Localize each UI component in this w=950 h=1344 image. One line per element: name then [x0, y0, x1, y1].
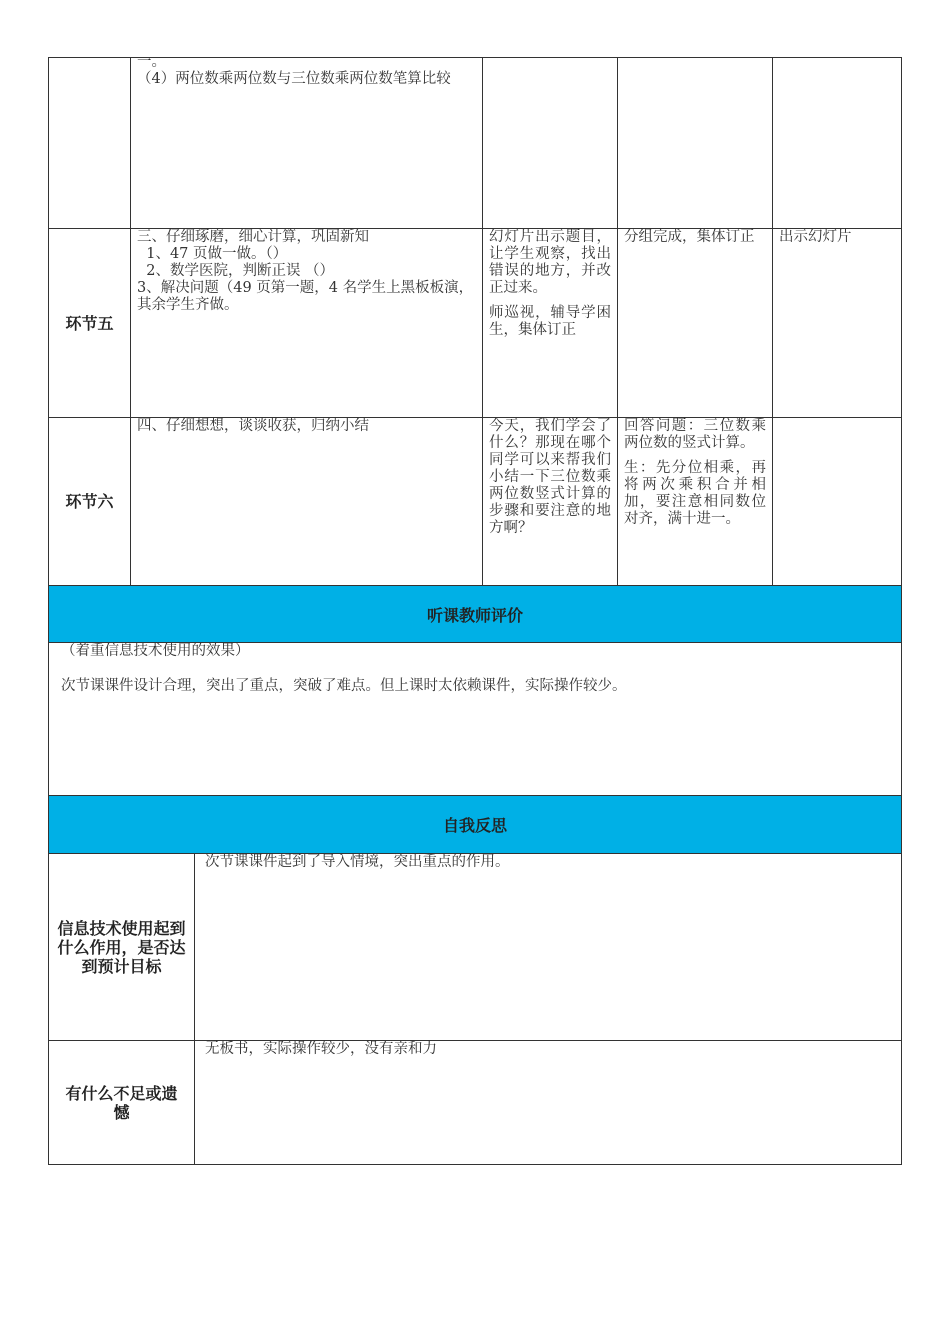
stage-six-content — [130, 417, 483, 586]
row1-tech-cell — [772, 57, 902, 229]
stage-five-teacher — [482, 228, 618, 418]
stage-five-line: 2、数学医院，判断正误 （） — [137, 263, 335, 279]
stage-five-teacher-p1: 幻灯片出示题目，让学生观察，找出错误的地方，并改正过来。 — [489, 229, 611, 296]
stage-five-line: 三、仔细琢磨，细心计算，巩固新知 — [137, 229, 369, 245]
evaluation-note: （着重信息技术使用的效果） — [61, 643, 250, 659]
stage-five-tech-text: 出示幻灯片 — [779, 229, 852, 245]
stage-six-label: 环节六 — [48, 417, 131, 586]
reflection-q1-answer-cell — [194, 853, 902, 1041]
row1-content-cell — [130, 54, 483, 229]
stage-six-tech — [772, 417, 902, 586]
stage-five-student — [617, 228, 773, 418]
stage-five-tech — [772, 228, 902, 418]
row1-student-cell — [617, 57, 773, 229]
evaluation-text: 次节课课件设计合理，突出了重点，突破了难点。但上课时太依赖课件，实际操作较少。 — [61, 678, 627, 694]
reflection-q1-label: 信息技术使用起到什么作用，是否达到预计目标 — [48, 853, 195, 1041]
reflection-q2-answer-cell — [194, 1040, 902, 1165]
stage-five-line: 1、47 页做一做。（） — [137, 246, 288, 262]
row1-content-line: 一。 — [137, 54, 166, 70]
row1-content-line: （4）两位数乘两位数与三位数乘两位数笔算比较 — [137, 71, 451, 87]
reflection-q2-answer: 无板书，实际操作较少，没有亲和力 — [205, 1041, 437, 1057]
stage-five-teacher-p2: 师巡视，辅导学困生，集体订正 — [489, 305, 611, 338]
stage-five-line: 3、解决问题（49 页第一题，4 名学生上黑板板演，其余学生齐做。 — [137, 280, 474, 313]
stage-six-student — [617, 417, 773, 586]
row1-label-cell — [48, 57, 131, 229]
reflection-header: 自我反思 — [48, 795, 902, 854]
evaluation-body — [48, 642, 902, 796]
stage-six-teacher-text: 今天，我们学会了什么？那现在哪个同学可以来帮我们小结一下三位数乘两位数竖式计算的步骤和要注意的地方啊？ — [489, 418, 611, 536]
stage-five-label: 环节五 — [48, 228, 131, 418]
evaluation-header: 听课教师评价 — [48, 585, 902, 643]
reflection-q1-answer: 次节课课件起到了导入情境，突出重点的作用。 — [205, 854, 510, 870]
reflection-q2-label: 有什么不足或遗憾 — [48, 1040, 195, 1165]
stage-five-content — [130, 228, 483, 418]
row1-teacher-cell — [482, 57, 618, 229]
stage-six-student-p1: 回答问题：三位数乘两位数的竖式计算。 — [624, 418, 766, 451]
stage-six-content-text: 四、仔细想想，谈谈收获，归纳小结 — [137, 418, 369, 434]
stage-six-student-p2: 生：先分位相乘，再将两次乘积合并相加，要注意相同数位对齐，满十进一。 — [624, 460, 766, 527]
stage-six-teacher — [482, 417, 618, 586]
stage-five-student-text: 分组完成，集体订正 — [624, 229, 755, 245]
